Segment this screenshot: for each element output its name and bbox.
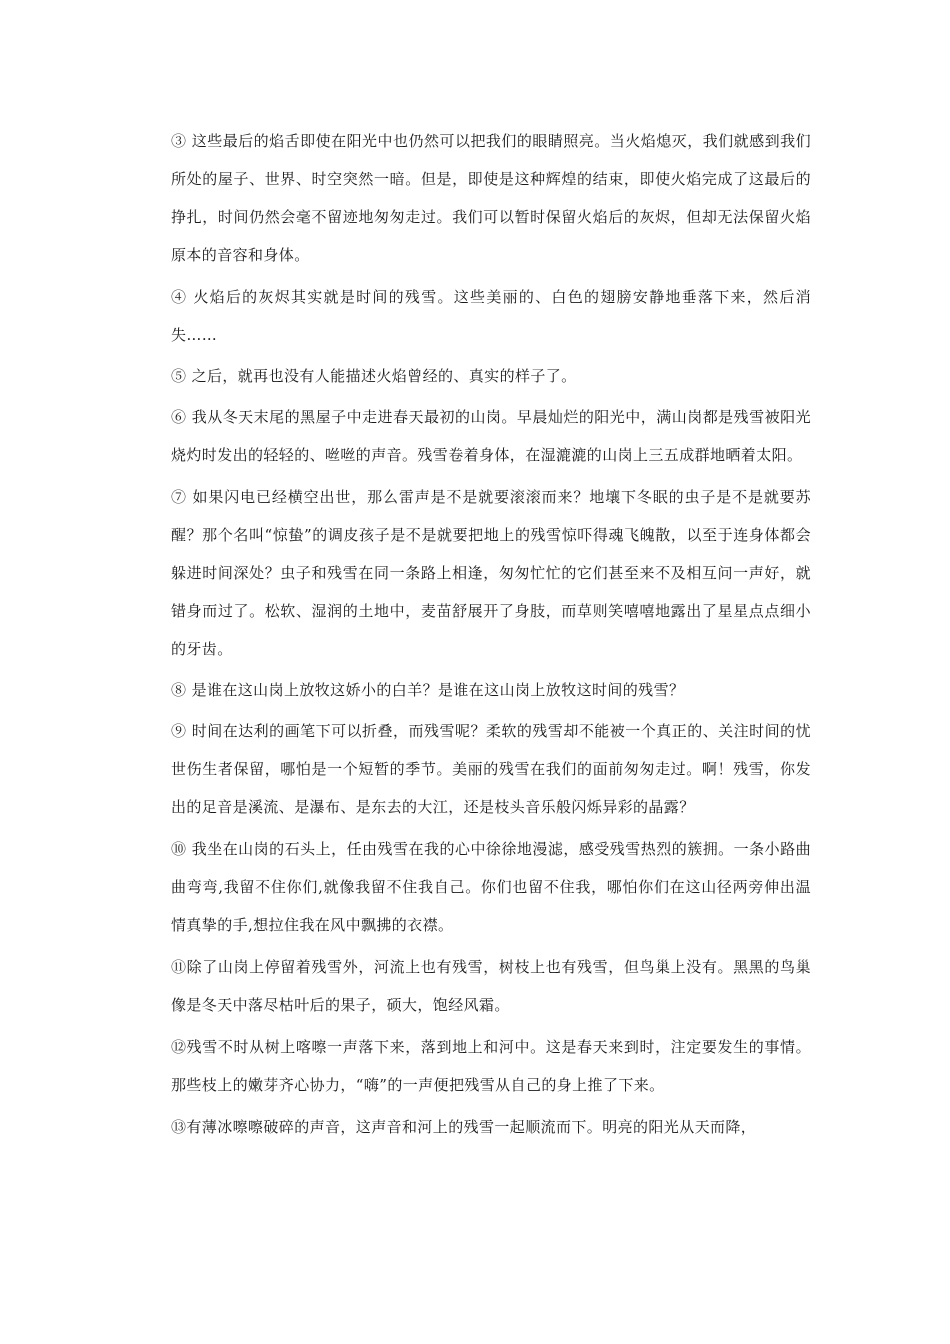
paragraph-6: ⑥ 我从冬天末尾的黑屋子中走进春天最初的山岗。早晨灿烂的阳光中，满山岗都是残雪被阳光烧灼时发出的轻轻的、咝咝的声音。残雪卷着身体，在湿漉漉的山岗上三五成群地晒着太阳。 bbox=[171, 408, 811, 464]
paragraph-10: ⑩ 我坐在山岗的石头上，任由残雪在我的心中徐徐地漫滤，感受残雪热烈的簇拥。一条小路曲曲弯弯,我留不住你们,就像我留不住我自己。你们也留不住我，哪怕你们在这山径两旁伸出温情真挚的手,想拉住我在风中飘拂的衣襟。 bbox=[171, 840, 811, 934]
paragraph-13: ⑬有薄冰嚓嚓破碎的声音，这声音和河上的残雪一起顺流而下。明亮的阳光从天而降， bbox=[171, 1118, 757, 1136]
paragraph-4: ④ 火焰后的灰烬其实就是时间的残雪。这些美丽的、白色的翅膀安静地垂落下来，然后消失…… bbox=[171, 288, 811, 344]
paragraph-11: ⑪除了山岗上停留着残雪外，河流上也有残雪，树枝上也有残雪，但鸟巢上没有。黑黑的鸟巢像是冬天中落尽枯叶后的果子，硕大，饱经风霜。 bbox=[171, 958, 811, 1014]
paragraph-9: ⑨ 时间在达利的画笔下可以折叠，而残雪呢？柔软的残雪却不能被一个真正的、关注时间的忧世伤生者保留，哪怕是一个短暂的季节。美丽的残雪在我们的面前匆匆走过。啊！残雪，你发出的足音是溪流、是瀑布、是东去的大江，还是枝头音乐般闪烁异彩的晶露？ bbox=[171, 722, 811, 816]
essay-body bbox=[171, 122, 811, 1150]
paragraph-12: ⑫残雪不时从树上喀嚓一声落下来，落到地上和河中。这是春天来到时，注定要发生的事情。那些枝上的嫩芽齐心协力，“嗨”的一声便把残雪从自己的身上推了下来。 bbox=[171, 1038, 811, 1094]
paragraph-8: ⑧ 是谁在这山岗上放牧这娇小的白羊？是谁在这山岗上放牧这时间的残雪？ bbox=[171, 681, 685, 699]
paragraph-3: ③ 这些最后的焰舌即使在阳光中也仍然可以把我们的眼睛照亮。当火焰熄灭，我们就感到我们所处的屋子、世界、时空突然一暗。但是，即使是这种辉煌的结束，即使火焰完成了这最后的挣扎，时间仍然会毫不留迹地匆匆走过。我们可以暂时保留火焰后的灰烬，但却无法保留火焰原本的音容和身体。 bbox=[171, 132, 811, 264]
paragraph-7: ⑦ 如果闪电已经横空出世，那么雷声是不是就要滚滚而来？地壤下冬眠的虫子是不是就要苏醒？那个名叫“惊蛰”的调皮孩子是不是就要把地上的残雪惊吓得魂飞魄散，以至于连身体都会躲进时间深处？虫子和残雪在同一条路上相逢，匆匆忙忙的它们甚至来不及相互问一声好，就错身而过了。松软、湿润的土地中，麦苗舒展开了身肢，而草则笑嘻嘻地露出了星星点点细小的牙齿。 bbox=[171, 488, 811, 658]
paragraph-5: ⑤ 之后，就再也没有人能描述火焰曾经的、真实的样子了。 bbox=[171, 367, 577, 385]
